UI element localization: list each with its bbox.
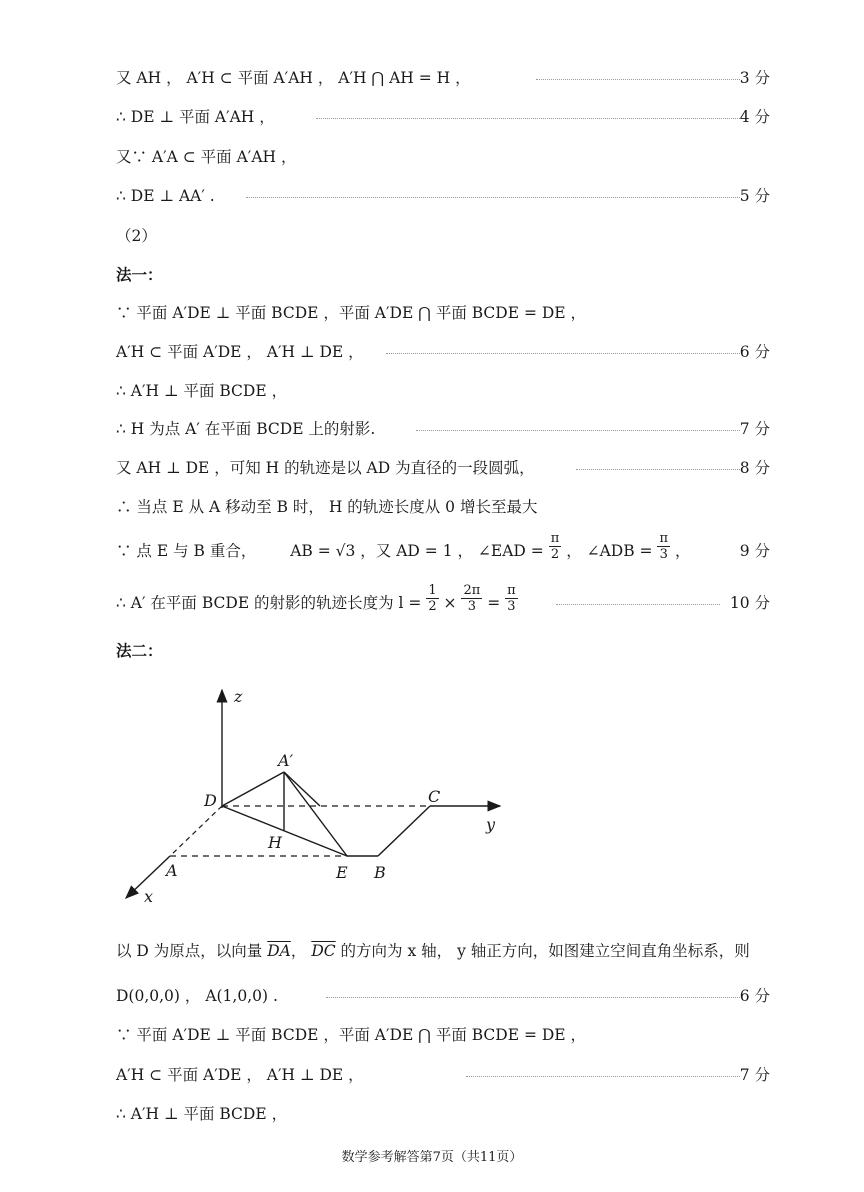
fraction-1-2 bbox=[426, 583, 438, 614]
numerator: π bbox=[550, 530, 560, 546]
score: 6 分 bbox=[739, 343, 770, 361]
line-text: （2） bbox=[116, 227, 157, 245]
line-text: D(0,0,0) ， A(1,0,0) . bbox=[116, 987, 278, 1005]
coord-text-3: 的方向为 x 轴， y 轴正方向，如图建立空间直角坐标系，则 bbox=[340, 942, 750, 960]
denominator: 2 bbox=[550, 546, 560, 562]
label-h: H bbox=[268, 833, 282, 852]
dot-leader bbox=[246, 197, 740, 198]
x-axis-dashed bbox=[170, 806, 222, 856]
numerator: 2π bbox=[463, 582, 481, 598]
dot-leader bbox=[536, 79, 740, 80]
label-a: A bbox=[166, 861, 178, 880]
line10-prefix: ∴ A′ 在平面 BCDE 的射影的轨迹长度为 l = bbox=[116, 594, 422, 612]
line-text bbox=[116, 940, 750, 962]
coord-text-2: ， bbox=[290, 942, 307, 960]
line-text: 又 AH ⊥ DE ，可知 H 的轨迹是以 AD 为直径的一段圆弧， bbox=[116, 459, 535, 477]
line-text: A′H ⊂ 平面 A′DE ， A′H ⊥ DE ， bbox=[116, 1066, 364, 1084]
fraction-pi-2 bbox=[549, 531, 562, 562]
label-x: x bbox=[144, 887, 154, 906]
score: 4 分 bbox=[739, 108, 770, 126]
label-b: B bbox=[374, 863, 386, 882]
line-text bbox=[116, 530, 691, 562]
page-footer: 数学参考解答第7页（共11页） bbox=[341, 1150, 523, 1165]
dot-leader bbox=[576, 469, 740, 470]
score: 6 分 bbox=[739, 987, 770, 1005]
score: 10 分 bbox=[729, 594, 770, 612]
denominator: 3 bbox=[659, 546, 668, 562]
numerator: π bbox=[659, 530, 669, 546]
line-text: ∴ H 为点 A′ 在平面 BCDE 上的射影. bbox=[116, 420, 376, 438]
line9-ab: AB = √3 ，又 AD = 1 ， ∠EAD = bbox=[290, 542, 544, 560]
line-text: 又∵ A′A ⊂ 平面 A′AH ， bbox=[116, 148, 297, 166]
score: 5 分 bbox=[739, 187, 770, 205]
label-d: D bbox=[204, 791, 217, 810]
line-text: 又 AH ， A′H ⊂ 平面 A′AH ， A′H ⋂ AH = H ， bbox=[116, 69, 471, 87]
numerator: 1 bbox=[428, 582, 437, 598]
line9-suffix: ， bbox=[674, 542, 691, 560]
line-text: A′H ⊂ 平面 A′DE ， A′H ⊥ DE ， bbox=[116, 343, 364, 361]
coord-text-1: 以 D 为原点，以向量 bbox=[116, 942, 263, 960]
label-y: y bbox=[486, 815, 496, 834]
line-text: ∵ 平面 A′DE ⊥ 平面 BCDE ，平面 A′DE ⋂ 平面 BCDE = DE ， bbox=[116, 304, 587, 322]
proof-line-angles bbox=[116, 532, 770, 568]
edge-a-prime-c bbox=[284, 772, 320, 806]
label-z: z bbox=[234, 687, 243, 706]
geometry-figure bbox=[110, 676, 530, 916]
line-text: ∴ A′H ⊥ 平面 BCDE ， bbox=[116, 382, 288, 400]
score: 7 分 bbox=[739, 1066, 770, 1084]
score: 8 分 bbox=[739, 459, 770, 477]
fraction-pi-3 bbox=[505, 583, 518, 614]
line-text: ∴ DE ⊥ AA′ . bbox=[116, 187, 215, 205]
label-e: E bbox=[336, 863, 348, 882]
line-text: ∴ 当点 E 从 A 移动至 B 时， H 的轨迹长度从 0 增长至最大 bbox=[116, 498, 538, 516]
proof-line-length bbox=[116, 584, 770, 624]
label-c: C bbox=[428, 787, 441, 806]
denominator: 3 bbox=[467, 598, 477, 614]
label-a-prime: A′ bbox=[278, 751, 294, 770]
denominator: 2 bbox=[428, 598, 437, 614]
line9-prefix: ∵ 点 E 与 B 重合， bbox=[116, 542, 257, 560]
line-text: 法一： bbox=[116, 265, 163, 284]
edge-da-prime bbox=[222, 772, 284, 806]
score: 9 分 bbox=[739, 542, 770, 560]
line9-adb: ， ∠ADB = bbox=[566, 542, 653, 560]
dot-leader bbox=[466, 1076, 740, 1077]
score: 3 分 bbox=[739, 69, 770, 87]
line-text: ∵ 平面 A′DE ⊥ 平面 BCDE ，平面 A′DE ⋂ 平面 BCDE = DE ， bbox=[116, 1026, 587, 1044]
dot-leader bbox=[556, 604, 720, 605]
fraction-pi-3 bbox=[657, 531, 670, 562]
times-sign: × bbox=[443, 594, 457, 612]
dot-leader bbox=[326, 997, 740, 998]
edge-bc bbox=[378, 806, 430, 856]
vector-da: $\overline{DA}$ bbox=[267, 942, 291, 960]
line-text: ∴ A′H ⊥ 平面 BCDE ， bbox=[116, 1105, 288, 1123]
numerator: π bbox=[507, 582, 516, 598]
dot-leader bbox=[416, 430, 740, 431]
fraction-2pi-3 bbox=[461, 583, 482, 614]
dot-leader bbox=[386, 353, 740, 354]
dot-leader bbox=[316, 118, 740, 119]
line-text: ∴ DE ⊥ 平面 A′AH ， bbox=[116, 108, 275, 126]
denominator: 3 bbox=[507, 598, 516, 614]
equals-sign: = bbox=[487, 594, 501, 612]
score: 7 分 bbox=[739, 420, 770, 438]
vector-dc: $\overline{DC}$ bbox=[311, 942, 336, 960]
line-text: 法二： bbox=[116, 641, 163, 660]
